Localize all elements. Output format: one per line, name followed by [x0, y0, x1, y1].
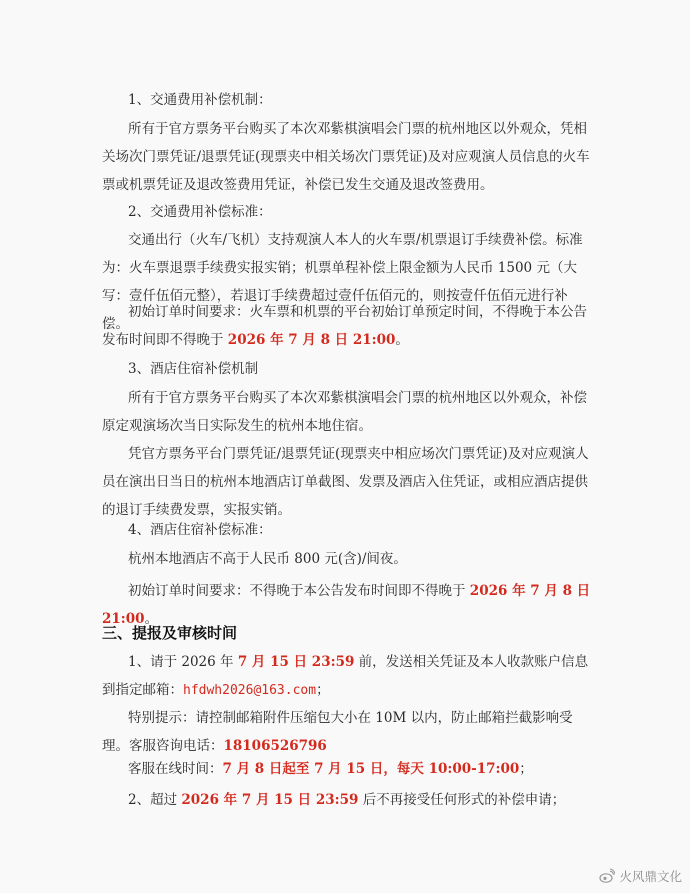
paragraph-service-hours — [102, 755, 594, 783]
final-suffix: 后不再接受任何形式的补偿申请； — [358, 792, 566, 808]
paragraph-hotel-mechanism: 所有于官方票务平台购买了本次邓紫棋演唱会门票的杭州地区以外观众，补偿原定观演场次当日实际发生的杭州本地住宿。 — [102, 390, 587, 434]
heading-transport-standard: 2、交通费用补偿标准： — [128, 204, 272, 220]
order-time-suffix: 。 — [395, 332, 409, 348]
paragraph-transport-mechanism: 所有于官方票务平台购买了本次邓紫棋演唱会门票的杭州地区以外观众，凭相关场次门票凭证/退票凭证(现票夹中相关场次门票凭证)及对应观演人员信息的火车票或机票凭证及退改签费用凭证，补偿已发生交通及退改签费用。 — [102, 121, 590, 193]
hotel-order-time-text: 初始订单时间要求：不得晚于本公告发布时间即不得晚于 — [128, 583, 470, 599]
order-time-text: 初始订单时间要求：火车票和机票的平台初始订单预定时间，不得晚于本公告发布时间即不得晚于 — [102, 304, 587, 348]
heading-hotel-mechanism: 3、酒店住宿补偿机制 — [128, 361, 259, 377]
order-deadline: 2026 年 7 月 8 日 21:00 — [227, 332, 396, 348]
service-hours: 7 月 8 日起至 7 月 15 日，每天 10:00-17:00 — [222, 761, 520, 777]
final-deadline: 2026 年 7 月 15 日 23:59 — [181, 792, 359, 808]
service-suffix: ； — [519, 761, 533, 777]
service-label: 客服在线时间： — [128, 761, 223, 777]
paragraph-hotel-standard: 杭州本地酒店不高于人民币 800 元(含)/间夜。 — [128, 551, 407, 567]
hotel-order-deadline: 2026 年 7 月 8 日 21:00 — [102, 583, 591, 627]
final-text: 2、超过 — [128, 792, 182, 808]
email-address: hfdwh2026@163.com — [183, 683, 317, 698]
heading-hotel-standard: 4、酒店住宿补偿标准： — [128, 522, 272, 538]
tip-text: 特别提示：请控制邮箱附件压缩包大小在 10M 以内，防止邮箱拦截影响受理。客服咨询电话： — [102, 710, 573, 754]
email-suffix: ； — [316, 682, 330, 698]
submission-text: 1、请于 2026 年 — [128, 654, 238, 670]
submission-deadline: 7 月 15 日 23:59 — [237, 654, 355, 670]
watermark-text: 火风鼎文化 — [619, 869, 682, 884]
service-phone: 18106526796 — [223, 738, 327, 754]
weibo-watermark — [599, 867, 682, 885]
paragraph-hotel-vouchers: 凭官方票务平台门票凭证/退票凭证(现票夹中相应场次门票凭证)及对应观演人员在演出日当日的杭州本地酒店订单截图、发票及酒店入住凭证，或相应酒店提供的退订手续费发票，实报实销。 — [102, 446, 589, 518]
section-title-submission: 三、提报及审核时间 — [102, 624, 238, 642]
submission-suffix: 前，发送相关凭证及本人收款账户信息到指定邮箱： — [102, 654, 589, 698]
heading-transport-mechanism: 1、交通费用补偿机制： — [128, 92, 272, 108]
paragraph-submission-deadline — [102, 648, 594, 705]
weibo-icon — [599, 868, 615, 884]
paragraph-transport-standard: 交通出行（火车/飞机）支持观演人本人的火车票/机票退订手续费补偿。标准为：火车票退票手续费实报实销；机票单程补偿上限金额为人民币 1500 元（大写：壹仟伍佰元整），若退订手续费超过壹仟伍佰元的，则按壹仟伍佰元进行补偿。 — [102, 232, 583, 332]
paragraph-final-deadline — [102, 786, 594, 814]
paragraph-special-tip — [102, 704, 594, 760]
paragraph-transport-order-time — [102, 298, 594, 354]
hotel-order-time-suffix: 。 — [144, 611, 159, 627]
